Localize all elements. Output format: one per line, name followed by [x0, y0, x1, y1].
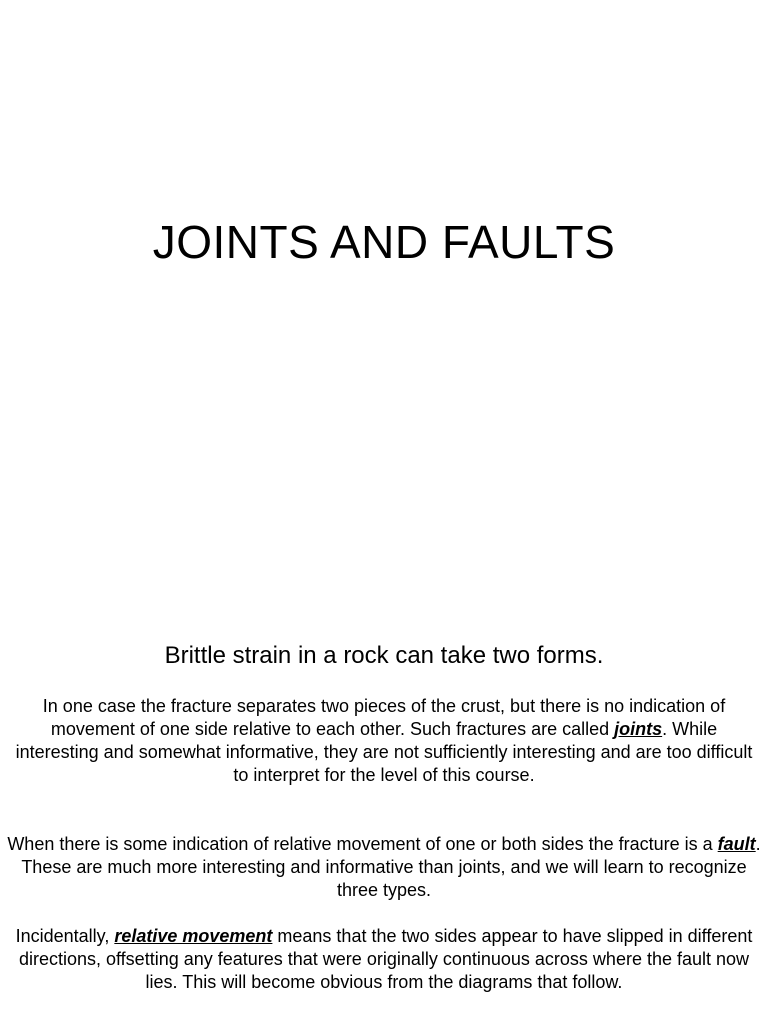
paragraph-joints	[12, 695, 756, 787]
term-relative-movement: relative movement	[114, 926, 273, 946]
paragraph-text: In one case the fracture separates two pieces of the crust, but there is no indication of movement of one side relative to each other. Such fractures are called	[42, 696, 726, 739]
paragraph-text: . These are much more interesting and informative than joints, and we will learn to recognize three types.	[21, 834, 761, 900]
paragraph-fault	[4, 833, 764, 902]
term-fault: fault	[717, 834, 756, 854]
page-title: JOINTS AND FAULTS	[152, 216, 616, 268]
term-joints: joints	[614, 719, 663, 739]
paragraph-text: . While interesting and somewhat informative, they are not sufficiently interesting and are too difficult to interpret for the level of this course.	[15, 719, 753, 785]
paragraph-text: When there is some indication of relative movement of one or both sides the fracture is a	[7, 834, 718, 854]
paragraph-text: Incidentally,	[15, 926, 115, 946]
intro-sentence: Brittle strain in a rock can take two forms.	[164, 642, 604, 669]
paragraph-relative-movement	[10, 925, 758, 994]
paragraph-text: means that the two sides appear to have slipped in different directions, offsetting any features that were originally continuous across where the fault now lies. This will become obvious from the diagrams that follow.	[18, 926, 753, 992]
